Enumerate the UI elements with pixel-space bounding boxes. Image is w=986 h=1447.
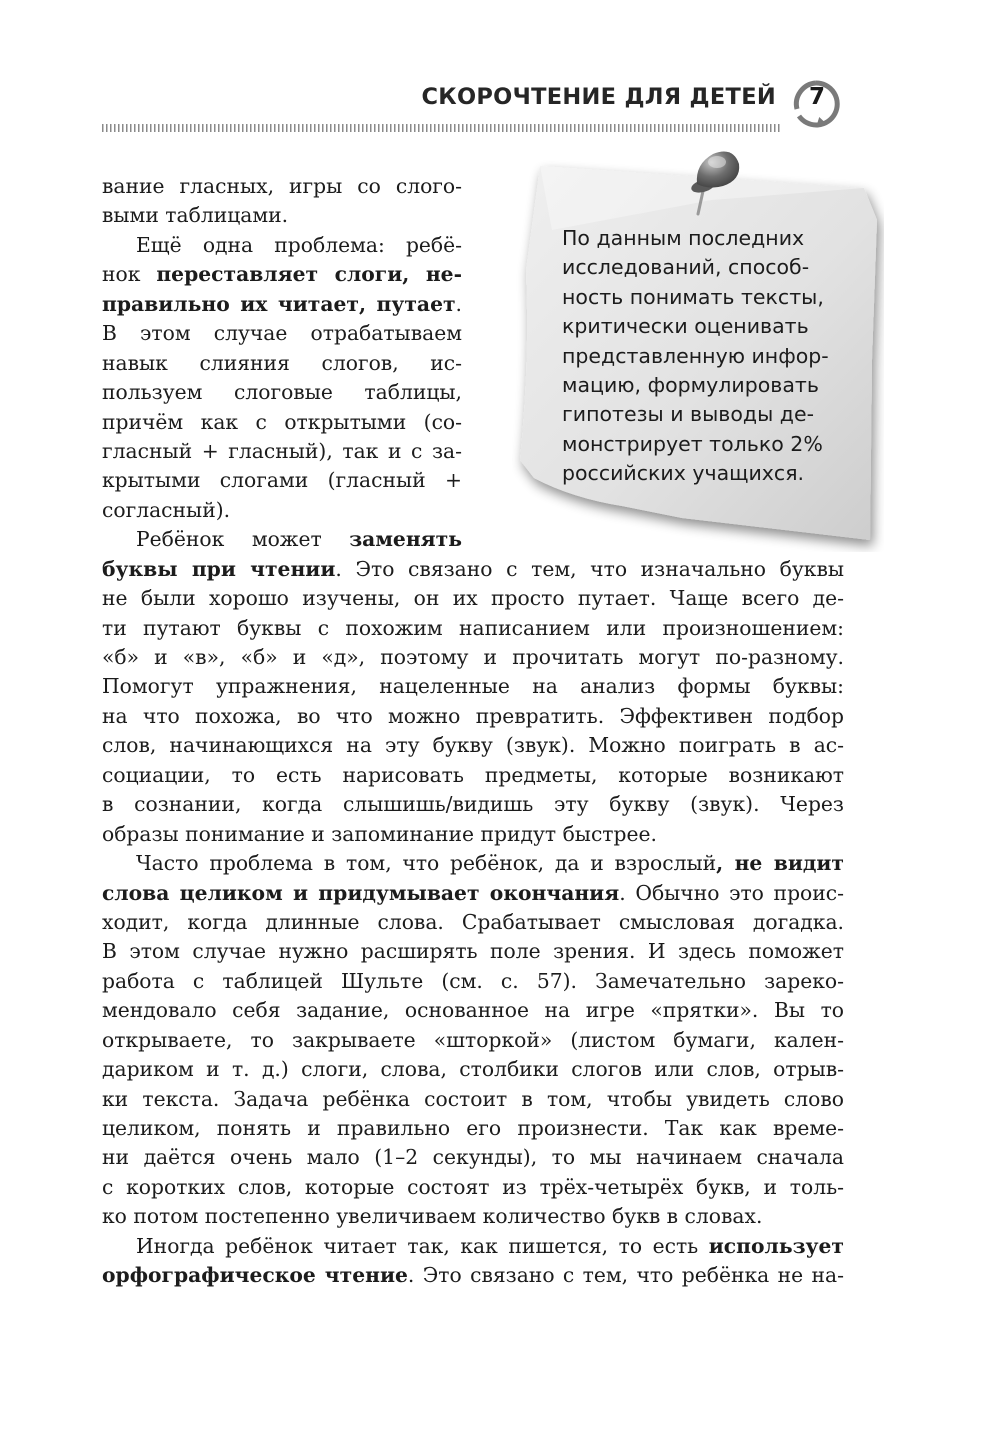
text-segment: нок <box>102 262 157 287</box>
text-line: ходит, когда длинные слова. Срабатывает смысловая догадка. <box>102 909 844 934</box>
text-line: ки текста. Задача ребёнка состоит в том, чтобы увидеть слово <box>102 1086 844 1111</box>
text-line: целиком, понять и правильно его произнести. Так как време- <box>102 1116 844 1140</box>
text-line: В этом случае отрабатываем <box>102 321 462 346</box>
text-line: слов, начинающихся на эту букву (звук). Можно поиграть в ас- <box>102 733 844 758</box>
text-line: мендовало себя задание, основанное на игре «прятки». Вы то <box>102 998 844 1023</box>
text-line: работа с таблицей Шульте (см. с. 57). Замечательно зареко- <box>102 968 844 993</box>
bold-segment: , не видит <box>716 851 844 876</box>
text-segment: Иногда ребёнок читает так, как пишется, то есть <box>136 1233 709 1258</box>
text-line: с коротких слов, которые состоят из трёх-четырёх букв, и толь- <box>102 1174 844 1199</box>
text-line <box>102 849 844 878</box>
text-line: не были хорошо изучены, он их просто путает. Чаще всего де- <box>102 586 844 611</box>
text-line: гласный + гласный), так и с за- <box>102 438 462 463</box>
note-line: монстрирует только 2% <box>562 431 823 456</box>
text-line <box>102 525 462 554</box>
note-line: гипотезы и выводы де- <box>562 402 814 427</box>
text-line <box>102 1232 844 1261</box>
running-header <box>0 0 986 140</box>
text-segment: . <box>455 291 462 316</box>
text-line: крытыми слогами (гласный + <box>102 468 462 493</box>
bold-segment: использует <box>708 1233 844 1258</box>
text-segment: . Это связано с тем, что изначально буквы <box>335 556 845 581</box>
text-line: ти путают буквы с похожим написанием или произношением: <box>102 615 844 640</box>
text-line: социации, то есть нарисовать предметы, которые возникают <box>102 762 844 787</box>
note-line: представленную инфор- <box>562 343 829 368</box>
note-line: критически оценивать <box>562 314 809 339</box>
text-line <box>102 260 462 289</box>
body-text <box>102 172 844 1291</box>
text-segment: Ребёнок может <box>136 527 350 552</box>
text-line: пользуем слоговые таблицы, <box>102 380 462 405</box>
bold-segment: буквы при чтении <box>102 556 336 581</box>
bold-segment: правильно их читает, путает <box>102 291 456 316</box>
text-line: ни даётся очень мало (1–2 секунды), то мы начинаем сначала <box>102 1145 844 1170</box>
note-line: ность понимать тексты, <box>562 284 824 309</box>
text-line: навык слияния слогов, ис- <box>102 350 462 375</box>
text-line: вание гласных, игры со слого- <box>102 174 462 198</box>
text-line: выми таблицами. <box>102 203 289 228</box>
note-line: исследований, способ- <box>562 255 810 280</box>
text-line <box>102 879 844 908</box>
text-line <box>102 555 844 584</box>
header-rule <box>102 124 780 132</box>
text-line: открываете, то закрываете «шторкой» (листом бумаги, кален- <box>102 1027 844 1052</box>
text-line: в сознании, когда слышишь/видишь эту букву (звук). Через <box>102 792 844 817</box>
text-line: Ещё одна проблема: ребё- <box>136 232 462 257</box>
text-line: согласный). <box>102 497 231 522</box>
text-line: Помогут упражнения, нацеленные на анализ формы буквы: <box>102 674 844 699</box>
text-line: «б» и «в», «б» и «д», поэтому и прочитать могут по-разному. <box>102 645 844 669</box>
text-line: на что похожа, во что можно превратить. Эффективен подбор <box>102 703 844 728</box>
text-segment: . Обычно это проис- <box>619 880 845 905</box>
text-line: дариком и т. д.) слоги, слова, столбики слогов или слов, отрыв- <box>102 1057 844 1082</box>
text-segment: . Это связано с тем, что ребёнка не на- <box>407 1263 845 1288</box>
text-line: ко потом постепенно увеличиваем количество букв в словах. <box>102 1204 763 1229</box>
bold-segment: заменять <box>349 527 462 552</box>
note-line: российских учащихся. <box>562 461 805 486</box>
page-number: 7 <box>808 84 825 110</box>
running-title: СКОРОЧТЕНИЕ ДЛЯ ДЕТЕЙ <box>421 84 776 110</box>
bold-segment: слова целиком и придумывает окончания <box>102 880 620 905</box>
text-line <box>102 1261 844 1290</box>
text-line <box>102 290 462 319</box>
note-line: По данным последних <box>562 226 805 250</box>
bold-segment: орфографическое чтение <box>102 1263 408 1288</box>
note-line: мацию, формулировать <box>562 373 819 398</box>
bold-segment: переставляет слоги, не- <box>156 262 462 287</box>
text-segment: Часто проблема в том, что ребёнок, да и взрослый <box>136 851 717 876</box>
text-line: причём как с открытыми (со- <box>102 409 462 434</box>
text-line: В этом случае нужно расширять поле зрения. И здесь поможет <box>102 939 844 964</box>
text-line: образы понимание и запоминание придут быстрее. <box>102 821 657 846</box>
